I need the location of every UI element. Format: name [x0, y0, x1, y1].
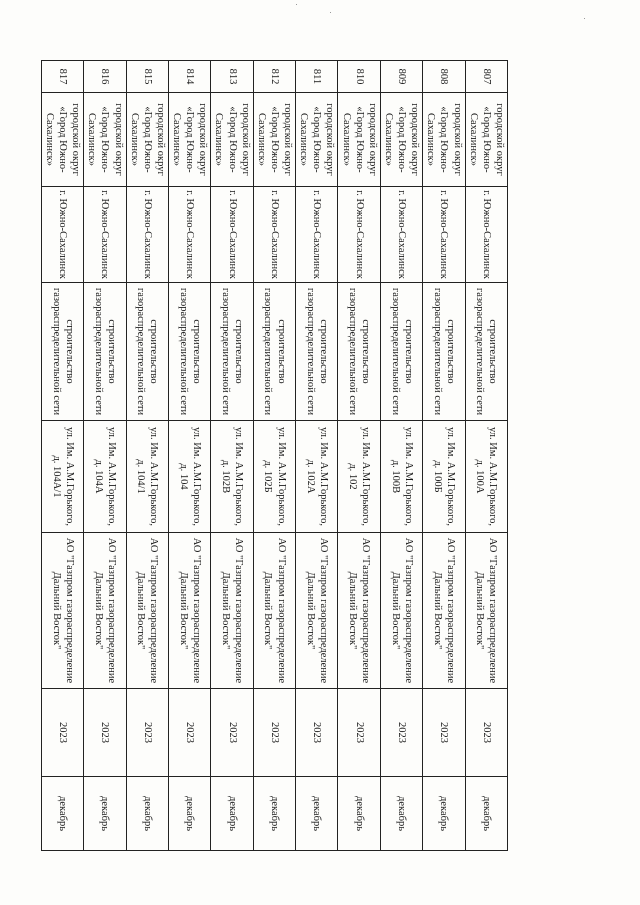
- address-cell: ул. Им. А.М.Горького, д. 100А: [465, 421, 507, 533]
- municipality-cell: городской округ «Город Южно-Сахалинск»: [338, 93, 380, 187]
- address-cell: ул. Им. А.М.Горького, д. 100В: [380, 421, 422, 533]
- organization-cell: АО "Газпром газораспределение Дальний Восток": [126, 533, 168, 689]
- address-cell: ул. Им. А.М.Горького, д. 104А: [84, 421, 126, 533]
- municipality-cell: городской округ «Город Южно-Сахалинск»: [211, 93, 253, 187]
- settlement-cell: г. Южно-Сахалинск: [253, 187, 295, 283]
- municipality-cell: городской округ «Город Южно-Сахалинск»: [380, 93, 422, 187]
- settlement-cell: г. Южно-Сахалинск: [338, 187, 380, 283]
- organization-cell: АО "Газпром газораспределение Дальний Восток": [423, 533, 465, 689]
- row-number-cell: 807: [465, 61, 507, 93]
- month-cell: декабрь: [84, 777, 126, 851]
- year-cell: 2023: [465, 689, 507, 777]
- month-cell: декабрь: [253, 777, 295, 851]
- work-type-cell: строительство газораспределительной сети: [296, 283, 338, 421]
- address-cell: ул. Им. А.М.Горького, д. 102Б: [253, 421, 295, 533]
- gas-network-table: [41, 60, 508, 851]
- address-cell: ул. Им. А.М.Горького, д. 102В: [211, 421, 253, 533]
- rotated-table-wrapper: [44, 60, 508, 850]
- year-cell: 2023: [84, 689, 126, 777]
- row-number-cell: 811: [296, 61, 338, 93]
- municipality-cell: городской округ «Город Южно-Сахалинск»: [84, 93, 126, 187]
- address-cell: ул. Им. А.М.Горького, д. 104/1: [126, 421, 168, 533]
- work-type-cell: строительство газораспределительной сети: [126, 283, 168, 421]
- address-cell: ул. Им. А.М.Горького, д. 100Б: [423, 421, 465, 533]
- municipality-cell: городской округ «Город Южно-Сахалинск»: [41, 93, 83, 187]
- table-row: [169, 61, 211, 851]
- organization-cell: АО "Газпром газораспределение Дальний Восток": [41, 533, 83, 689]
- scan-speck: [296, 4, 297, 5]
- settlement-cell: г. Южно-Сахалинск: [169, 187, 211, 283]
- table-row: [126, 61, 168, 851]
- year-cell: 2023: [126, 689, 168, 777]
- row-number-cell: 814: [169, 61, 211, 93]
- work-type-cell: строительство газораспределительной сети: [41, 283, 83, 421]
- month-cell: декабрь: [465, 777, 507, 851]
- organization-cell: АО "Газпром газораспределение Дальний Восток": [211, 533, 253, 689]
- row-number-cell: 816: [84, 61, 126, 93]
- work-type-cell: строительство газораспределительной сети: [423, 283, 465, 421]
- organization-cell: АО "Газпром газораспределение Дальний Восток": [169, 533, 211, 689]
- municipality-cell: городской округ «Город Южно-Сахалинск»: [423, 93, 465, 187]
- month-cell: декабрь: [338, 777, 380, 851]
- table-row: [211, 61, 253, 851]
- settlement-cell: г. Южно-Сахалинск: [126, 187, 168, 283]
- settlement-cell: г. Южно-Сахалинск: [296, 187, 338, 283]
- table-row: [84, 61, 126, 851]
- organization-cell: АО "Газпром газораспределение Дальний Восток": [465, 533, 507, 689]
- year-cell: 2023: [169, 689, 211, 777]
- table-row: [423, 61, 465, 851]
- work-type-cell: строительство газораспределительной сети: [380, 283, 422, 421]
- month-cell: декабрь: [41, 777, 83, 851]
- work-type-cell: строительство газораспределительной сети: [338, 283, 380, 421]
- table-row: [296, 61, 338, 851]
- month-cell: декабрь: [423, 777, 465, 851]
- municipality-cell: городской округ «Город Южно-Сахалинск»: [253, 93, 295, 187]
- work-type-cell: строительство газораспределительной сети: [253, 283, 295, 421]
- work-type-cell: строительство газораспределительной сети: [465, 283, 507, 421]
- address-cell: ул. Им. А.М.Горького, д. 104А/1: [41, 421, 83, 533]
- municipality-cell: городской округ «Город Южно-Сахалинск»: [169, 93, 211, 187]
- table-row: [41, 61, 83, 851]
- year-cell: 2023: [380, 689, 422, 777]
- year-cell: 2023: [423, 689, 465, 777]
- month-cell: декабрь: [169, 777, 211, 851]
- settlement-cell: г. Южно-Сахалинск: [41, 187, 83, 283]
- row-number-cell: 809: [380, 61, 422, 93]
- row-number-cell: 808: [423, 61, 465, 93]
- settlement-cell: г. Южно-Сахалинск: [423, 187, 465, 283]
- address-cell: ул. Им. А.М.Горького, д. 102: [338, 421, 380, 533]
- municipality-cell: городской округ «Город Южно-Сахалинск»: [296, 93, 338, 187]
- year-cell: 2023: [211, 689, 253, 777]
- month-cell: декабрь: [126, 777, 168, 851]
- settlement-cell: г. Южно-Сахалинск: [84, 187, 126, 283]
- organization-cell: АО "Газпром газораспределение Дальний Восток": [380, 533, 422, 689]
- month-cell: декабрь: [296, 777, 338, 851]
- settlement-cell: г. Южно-Сахалинск: [211, 187, 253, 283]
- table-row: [338, 61, 380, 851]
- work-type-cell: строительство газораспределительной сети: [211, 283, 253, 421]
- table-body: [41, 61, 507, 851]
- table-row: [380, 61, 422, 851]
- settlement-cell: г. Южно-Сахалинск: [380, 187, 422, 283]
- row-number-cell: 817: [41, 61, 83, 93]
- row-number-cell: 813: [211, 61, 253, 93]
- month-cell: декабрь: [211, 777, 253, 851]
- scan-speck: [584, 18, 585, 19]
- municipality-cell: городской округ «Город Южно-Сахалинск»: [126, 93, 168, 187]
- address-cell: ул. Им. А.М.Горького, д. 104: [169, 421, 211, 533]
- table-row: [465, 61, 507, 851]
- address-cell: ул. Им. А.М.Горького, д. 102А: [296, 421, 338, 533]
- table-row: [253, 61, 295, 851]
- year-cell: 2023: [296, 689, 338, 777]
- organization-cell: АО "Газпром газораспределение Дальний Восток": [296, 533, 338, 689]
- work-type-cell: строительство газораспределительной сети: [84, 283, 126, 421]
- settlement-cell: г. Южно-Сахалинск: [465, 187, 507, 283]
- year-cell: 2023: [253, 689, 295, 777]
- organization-cell: АО "Газпром газораспределение Дальний Восток": [338, 533, 380, 689]
- row-number-cell: 812: [253, 61, 295, 93]
- organization-cell: АО "Газпром газораспределение Дальний Восток": [253, 533, 295, 689]
- organization-cell: АО "Газпром газораспределение Дальний Восток": [84, 533, 126, 689]
- row-number-cell: 815: [126, 61, 168, 93]
- municipality-cell: городской округ «Город Южно-Сахалинск»: [465, 93, 507, 187]
- row-number-cell: 810: [338, 61, 380, 93]
- work-type-cell: строительство газораспределительной сети: [169, 283, 211, 421]
- year-cell: 2023: [338, 689, 380, 777]
- month-cell: декабрь: [380, 777, 422, 851]
- scan-speck: [330, 12, 331, 13]
- year-cell: 2023: [41, 689, 83, 777]
